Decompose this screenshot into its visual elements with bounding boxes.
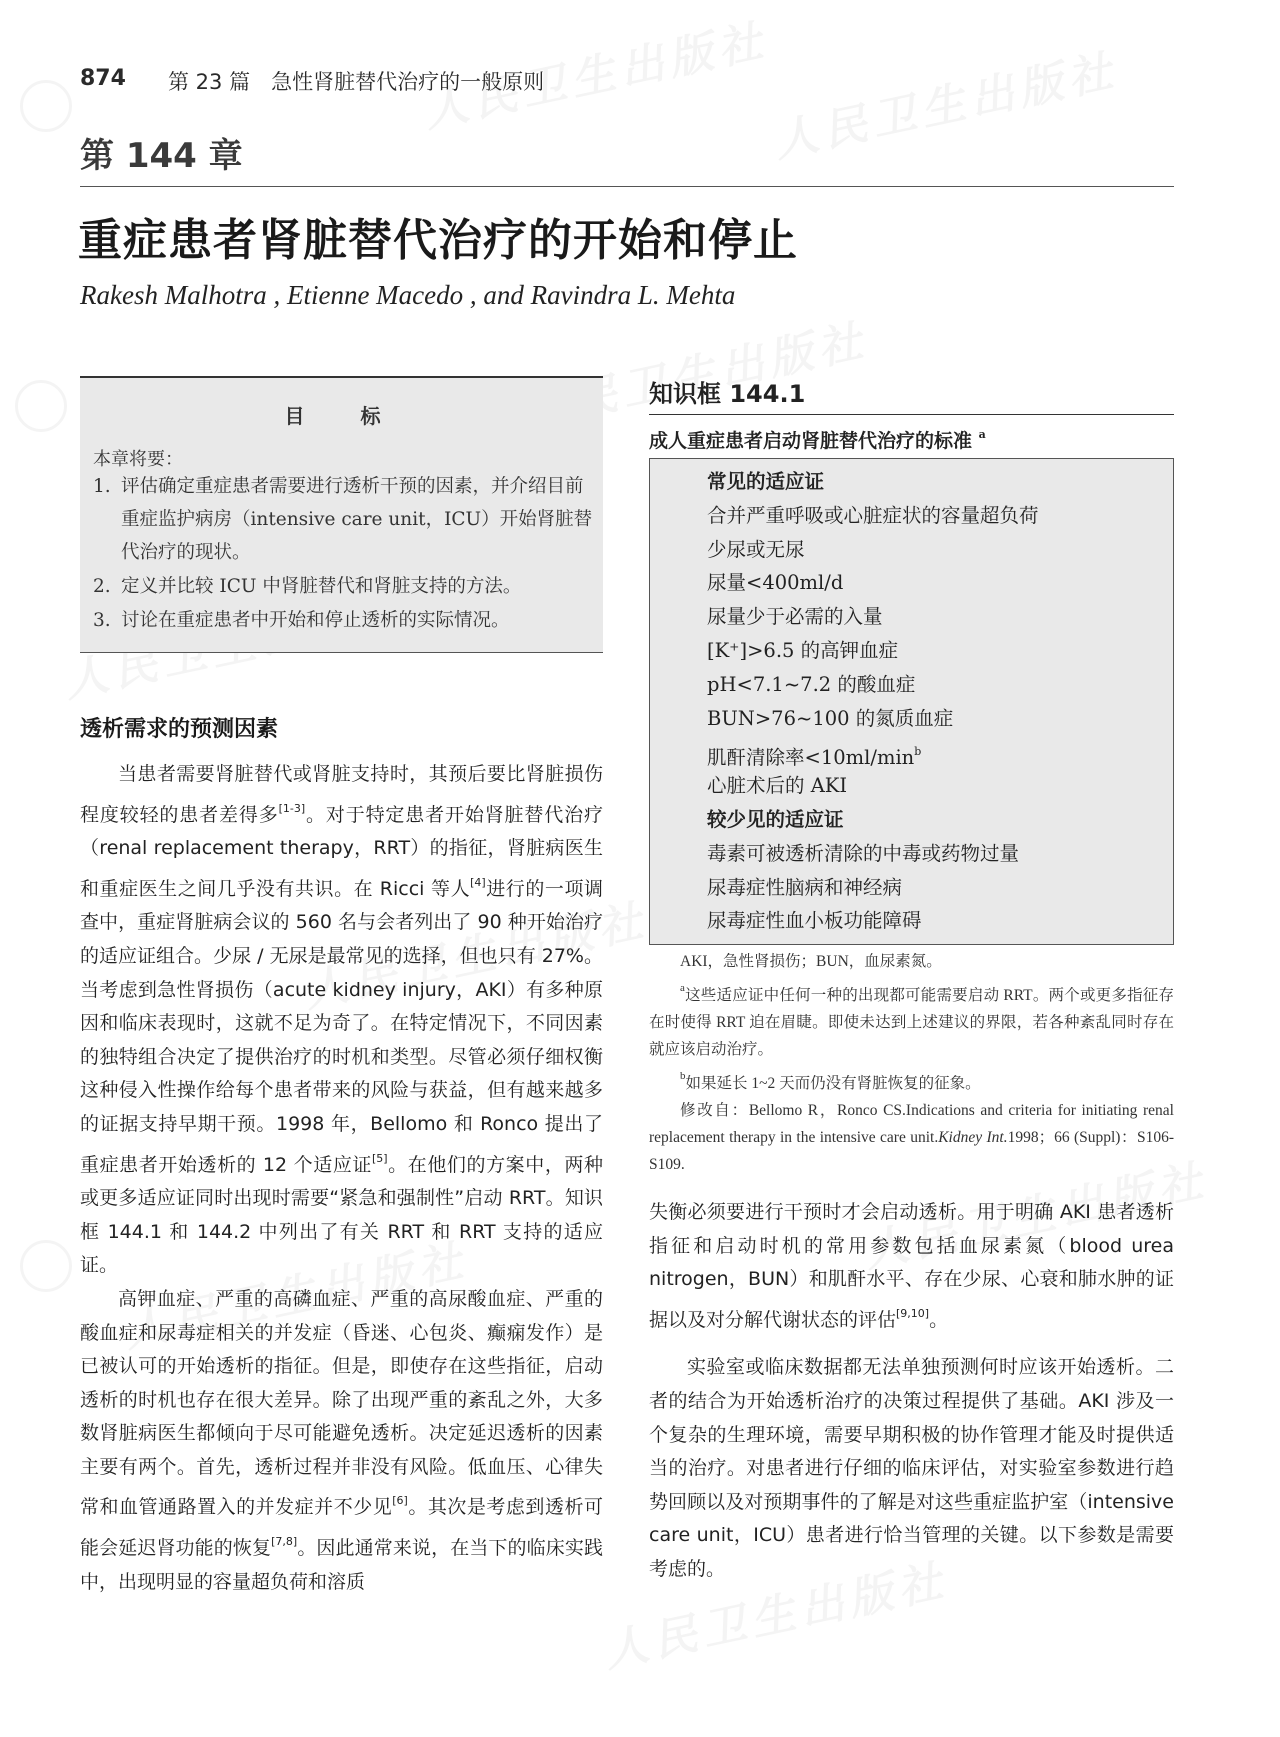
paragraph: 实验室或临床数据都无法单独预测何时应该开始透析。二者的结合为开始透析治疗的决策过程提供了基础。AKI 涉及一个复杂的生理环境，需要早期积极的协作管理才能及时提供适当的治疗。对患者进行仔细的临床评估，对实验室参数进行趋势回顾以及对预期事件的了解是对这些重症监护室（intensive care unit，ICU）患者进行恰当管理的关键。以下参数是需要考虑的。 — [649, 1356, 1174, 1580]
objective-text: 讨论在重症患者中开始和停止透析的实际情况。 — [121, 610, 510, 631]
indication-item: 尿毒症性血小板功能障碍 — [707, 909, 922, 933]
citation: [7,8] — [271, 1535, 298, 1549]
chapter-label: 第 144 章 — [80, 136, 243, 176]
citation: [5] — [371, 1151, 388, 1165]
page-number: 874 — [80, 66, 126, 91]
chapter-rule — [80, 186, 1174, 187]
watermark-logo-icon — [20, 80, 72, 132]
watermark-text — [767, 34, 1123, 169]
chapter-authors: Rakesh Malhotra , Etienne Macedo , and Ravindra L. Mehta — [80, 280, 736, 310]
knowledge-box — [649, 458, 1174, 945]
text-run: 当患者需要肾脏替代或肾脏支持时，其预后要比肾脏损伤程度较轻的患者差得多 — [80, 763, 603, 826]
section-heading: 透析需求的预测因素 — [80, 717, 279, 742]
citation: [6] — [392, 1494, 408, 1508]
title-text: 成人重症患者启动肾脏替代治疗的标准 — [649, 430, 973, 452]
chapter-title: 重症患者肾脏替代治疗的开始和停止 — [78, 215, 798, 266]
footnote-mark: a — [978, 428, 986, 441]
knowledge-box-rule — [649, 414, 1174, 415]
footnote-a — [649, 975, 1174, 1063]
citation: [9,10] — [896, 1306, 930, 1320]
watermark-logo-icon — [20, 1240, 72, 1292]
objective-item — [93, 570, 593, 603]
paragraph — [80, 1283, 603, 1599]
text-run: 。因此通常来说，在当下的临床实践中，出现明显的容量超负荷和溶质 — [80, 1537, 603, 1593]
citation: [1-3] — [278, 801, 306, 815]
text-run: 。 — [929, 1308, 949, 1331]
footnote-text: 这些适应证中任何一种的出现都可能需要启动 RRT。两个或更多指征存在时使得 RRT 迫在眉睫。即使未达到上述建议的界限，若各种紊乱同时存在就应该启动治疗。 — [649, 987, 1174, 1058]
text-run: 。在他们的方案中，两种或更多适应证同时出现时需要“紧急和强制性”启动 RRT。知识框 144.1 和 144.2 中列出了有关 RRT 和 RRT 支持的适应证。 — [80, 1153, 603, 1277]
footnote-b — [649, 1063, 1174, 1097]
indication-item: 尿量少于必需的入量 — [707, 605, 883, 629]
knowledge-box-label: 知识框 144.1 — [649, 380, 806, 408]
indication-list — [707, 465, 1039, 938]
objective-item — [93, 470, 593, 569]
indication-text: 肌酐清除率<10ml/min — [707, 746, 915, 770]
text-run: 。对于特定患者开始肾脏替代治疗（renal replacement therapy，RRT）的指征，肾脏病医生和重症医生之间几乎没有共识。在 Ricci 等人 — [80, 803, 603, 900]
text-run: 进行的一项调查中，重症肾脏病会议的 560 名与会者列出了 90 种开始治疗的适应证组合。少尿 / 无尿是最常见的选择，但也只有 27%。当考虑到急性肾损伤（acute kidney injury，AKI）有多种原因和临床表现时，这就不足为奇了。在特定情况下，不同因素的独特组合决定了提供治疗的时机和类型。尽管必须仔细权衡这种侵入性操作给每个患者带来的风险与获益，但有越来越多的证据支持早期干预。1998 年，Bellomo 和 Ronco 提出了重症患者开始透析的 12 个适应证 — [80, 877, 603, 1176]
indication-item: 尿毒症性脑病和神经病 — [707, 875, 903, 899]
paragraph — [649, 1196, 1174, 1337]
indication-group-heading: 常见的适应证 — [707, 470, 825, 493]
citation: [4] — [470, 875, 486, 889]
indication-item: 毒素可被透析清除的中毒或药物过量 — [707, 841, 1020, 865]
text-run: 失衡必须要进行干预时才会启动透析。用于明确 AKI 患者透析指征和启动时机的常用参数包括血尿素氮（blood urea nitrogen，BUN）和肌酐水平、存在少尿、心衰和肺水肿的证据以及对分解代谢状态的评估 — [649, 1201, 1174, 1331]
objective-text: 评估确定重症患者需要进行透析干预的因素，并介绍目前重症监护病房（intensive care unit，ICU）开始肾脏替代治疗的现状。 — [121, 476, 593, 563]
indication-item: 合并严重呼吸或心脏症状的容量超负荷 — [707, 503, 1039, 527]
objectives-heading: 目 标 — [284, 404, 399, 428]
objective-number: 3. — [93, 610, 111, 631]
footnote-text: 如果延长 1~2 天而仍没有肾脏恢复的征象。 — [685, 1075, 981, 1092]
objective-item — [93, 604, 593, 637]
indication-group-heading: 较少见的适应证 — [707, 807, 844, 831]
indication-item: 心脏术后的 AKI — [707, 774, 848, 798]
source-note — [649, 1097, 1174, 1178]
left-body-text — [80, 758, 603, 1599]
right-body-text — [649, 1196, 1174, 1587]
source-text: 1998；66 (Suppl)：S106-S109. — [649, 1129, 1174, 1173]
source-journal: Kidney Int. — [938, 1129, 1008, 1146]
objective-number: 1. — [93, 476, 111, 497]
knowledge-box-notes — [649, 948, 1174, 1178]
paragraph — [80, 758, 603, 1283]
objectives-box — [80, 376, 603, 653]
indication-item: BUN>76~100 的氮质血症 — [707, 706, 954, 730]
knowledge-box-title — [649, 426, 986, 453]
text-run: 。其次是考虑到透析可能会延迟肾功能的恢复 — [80, 1496, 603, 1560]
objectives-intro: 本章将要： — [93, 449, 183, 470]
footnote-mark: b — [680, 1070, 686, 1082]
footnote-mark: b — [914, 745, 922, 759]
indication-item: pH<7.1~7.2 的酸血症 — [707, 672, 916, 696]
objective-text: 定义并比较 ICU 中肾脏替代和肾脏支持的方法。 — [121, 576, 522, 597]
text-run: 高钾血症、严重的高磷血症、严重的高尿酸血症、严重的酸血症和尿毒症相关的并发症（昏迷、心包炎、癫痫发作）是已被认可的开始透析的指征。但是，即使存在这些指征，启动透析的时机也存在很大差异。除了出现严重的紊乱之外，大多数肾脏病医生都倾向于尽可能避免透析。决定延迟透析的因素主要有两个。首先，透析过程并非没有风险。低血压、心律失常和血管通路置入的并发症并不少见 — [80, 1287, 603, 1519]
source-text: 修改自：Bellomo R，Ronco CS.Indications and criteria for initiating renal replacement therapy in the intensive care unit. — [649, 1102, 1174, 1146]
indication-item: [K⁺]>6.5 的高钾血症 — [707, 638, 899, 662]
indication-item: 尿量<400ml/d — [707, 571, 844, 595]
footnote-mark: a — [680, 982, 685, 994]
indication-item: 少尿或无尿 — [707, 537, 805, 561]
abbreviation-note: AKI，急性肾损伤；BUN，血尿素氮。 — [680, 953, 942, 970]
running-title: 第 23 篇 急性肾脏替代治疗的一般原则 — [168, 70, 545, 94]
watermark-logo-icon — [15, 380, 67, 432]
objective-number: 2. — [93, 576, 111, 597]
indication-item — [707, 735, 1039, 769]
